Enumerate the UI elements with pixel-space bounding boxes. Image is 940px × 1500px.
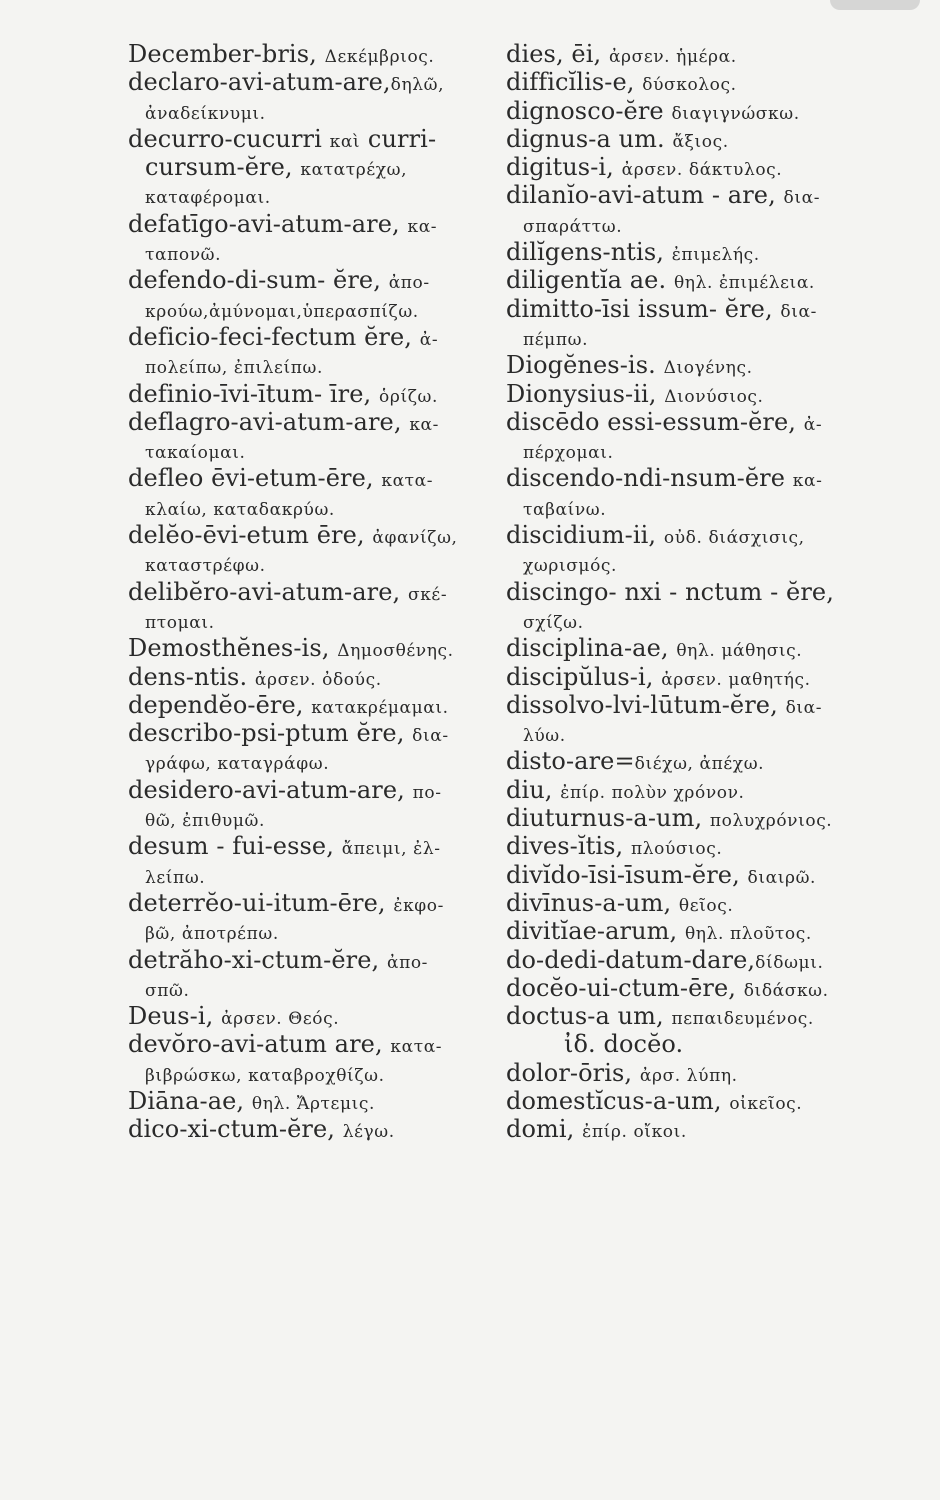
greek-gloss: σκέ- — [408, 584, 448, 605]
latin-headword: decurro-cucurri — [128, 124, 330, 153]
greek-gloss: θηλ. μάθησις. — [676, 641, 803, 662]
latin-headword: defleo ēvi-etum-ēre, — [128, 464, 382, 493]
latin-headword: disto-are= — [506, 747, 635, 776]
latin-headword: Diogĕnes-is. — [506, 351, 664, 380]
latin-headword: describo-psi-ptum ĕre, — [128, 719, 413, 748]
latin-headword: digitus-i, — [506, 153, 622, 182]
latin-headword: dico-xi-ctum-ĕre, — [128, 1115, 343, 1144]
dictionary-line — [128, 436, 508, 464]
latin-headword: declaro-avi-atum-are, — [128, 68, 391, 97]
greek-gloss: πεπαιδευμένος. — [671, 1009, 814, 1030]
latin-headword: dependĕo-ēre, — [128, 690, 312, 719]
dictionary-line — [506, 521, 926, 549]
greek-gloss: ἐκφο- — [393, 895, 444, 916]
dictionary-line — [506, 464, 926, 492]
dictionary-line — [506, 68, 926, 96]
latin-headword: diu, — [506, 775, 561, 804]
latin-headword: dolor-ōris, — [506, 1058, 640, 1087]
greek-gloss: καταφέρομαι. — [145, 188, 271, 209]
greek-gloss: πέμπω. — [523, 329, 589, 350]
dictionary-line — [128, 946, 508, 974]
dictionary-line — [128, 1115, 508, 1143]
greek-gloss: πτομαι. — [145, 612, 215, 633]
dictionary-line — [506, 719, 926, 747]
greek-gloss: πολυχρόνιος. — [709, 811, 833, 832]
dictionary-line — [128, 380, 508, 408]
latin-headword: disciplina-ae, — [506, 634, 677, 663]
dictionary-line — [506, 606, 926, 634]
greek-gloss: ταπονῶ. — [145, 245, 222, 266]
latin-headword: Demosthĕnes-is, — [128, 634, 338, 663]
latin-headword: diligentĭa ae. — [506, 266, 674, 295]
dictionary-line — [506, 549, 926, 577]
page-corner-shadow — [830, 0, 920, 10]
latin-headword: deficio-feci-fectum ĕre, — [128, 322, 420, 351]
dictionary-line — [128, 266, 508, 294]
latin-headword: detrăho-xi-ctum-ĕre, — [128, 945, 387, 974]
dictionary-line — [506, 578, 926, 606]
greek-gloss: βιβρώσκω, καταβροχθίζω. — [145, 1065, 385, 1086]
greek-gloss: οἰκεῖος. — [729, 1093, 803, 1114]
greek-gloss: σπῶ. — [145, 980, 190, 1001]
greek-gloss: πέρχομαι. — [523, 443, 614, 464]
dictionary-line — [506, 946, 926, 974]
greek-gloss: δια- — [412, 726, 449, 747]
dictionary-line — [506, 351, 926, 379]
latin-headword: do-dedi-datum-dare, — [506, 945, 756, 974]
greek-gloss: ἀρσεν. δάκτυλος. — [621, 160, 783, 181]
dictionary-line — [506, 436, 926, 464]
greek-gloss: δηλῶ, — [390, 75, 445, 96]
latin-headword: domestĭcus-a-um, — [506, 1086, 730, 1115]
greek-gloss: ἐπιμελής. — [671, 245, 760, 266]
dictionary-line — [128, 974, 508, 1002]
dictionary-line — [506, 97, 926, 125]
latin-headword: Dionysius-ii, — [506, 379, 665, 408]
dictionary-line — [506, 238, 926, 266]
latin-headword: Diāna-ae, — [128, 1086, 252, 1115]
dictionary-line — [128, 125, 508, 153]
greek-gloss: ἀπο- — [386, 952, 429, 973]
latin-headword: domi, — [506, 1115, 583, 1144]
greek-gloss: κατα- — [381, 471, 434, 492]
greek-gloss: Δεκέμβριος. — [324, 47, 435, 67]
greek-gloss: ἀρσ. λύπη. — [639, 1065, 738, 1086]
greek-gloss: κρούω,ἀμύνομαι,ὑπερασπίζω. — [145, 301, 419, 322]
latin-headword: doctus-a um, — [506, 1002, 672, 1031]
dictionary-line — [128, 97, 508, 125]
dictionary-line — [128, 493, 508, 521]
dictionary-line — [128, 210, 508, 238]
dictionary-line — [506, 295, 926, 323]
right-column — [506, 40, 926, 1144]
greek-gloss: ἐπίρ. πολὺν χρόνον. — [560, 782, 745, 803]
dictionary-line — [506, 493, 926, 521]
dictionary-line — [128, 1087, 508, 1115]
latin-headword: dignosco-ĕre — [506, 96, 672, 125]
dictionary-line — [128, 295, 508, 323]
greek-gloss: λέγω. — [342, 1122, 395, 1143]
greek-gloss: ἀρσεν. μαθητής. — [661, 669, 811, 690]
latin-continuation: curri- — [360, 124, 437, 153]
dictionary-line — [128, 1030, 508, 1058]
latin-headword: desum - fui-esse, — [128, 832, 342, 861]
latin-headword: divĭdo-īsi-īsum-ĕre, — [506, 860, 748, 889]
dictionary-line — [506, 974, 926, 1002]
greek-gloss: κα- — [409, 414, 439, 435]
dictionary-line — [128, 776, 508, 804]
dictionary-line — [128, 549, 508, 577]
dictionary-line — [128, 40, 508, 68]
dictionary-line — [506, 1002, 926, 1030]
greek-gloss: πλούσιος. — [631, 839, 723, 860]
latin-headword: desidero-avi-atum-are, — [128, 775, 413, 804]
greek-gloss: ταβαίνω. — [523, 499, 607, 520]
latin-headword: diuturnus-a-um, — [506, 804, 710, 833]
dictionary-line — [128, 861, 508, 889]
greek-gloss: Διονύσιος. — [664, 386, 764, 407]
dictionary-line — [128, 351, 508, 379]
latin-headword: dens-ntis. — [128, 662, 255, 691]
greek-gloss: σπαράττω. — [523, 216, 623, 237]
greek-gloss: κατα- — [390, 1037, 443, 1058]
dictionary-line — [128, 464, 508, 492]
dictionary-line — [506, 691, 926, 719]
latin-headword: delibĕro-avi-atum-are, — [128, 577, 408, 606]
latin-headword: divitĭae-arum, — [506, 917, 685, 946]
greek-gloss: ἀπο- — [388, 273, 430, 294]
greek-gloss: βῶ, ἀποτρέπω. — [145, 924, 279, 945]
dictionary-line — [506, 804, 926, 832]
dictionary-line — [506, 380, 926, 408]
dictionary-line — [506, 861, 926, 889]
greek-gloss: δια- — [780, 301, 817, 322]
latin-headword: discidium-ii, — [506, 521, 664, 550]
latin-headword: discēdo essi-essum-ĕre, — [506, 407, 804, 436]
greek-gloss: ἀ- — [803, 414, 823, 435]
greek-gloss: θῶ, ἐπιθυμῶ. — [145, 811, 265, 832]
greek-gloss: ὁρίζω. — [379, 386, 439, 407]
left-column — [128, 40, 508, 1144]
greek-gloss: δύσκολος. — [642, 75, 737, 96]
dictionary-line — [128, 68, 508, 96]
latin-headword: dissolvo-lvi-lūtum-ĕre, — [506, 690, 786, 719]
dictionary-line — [506, 889, 926, 917]
greek-gloss: ἄξιος. — [672, 131, 729, 152]
latin-headword: deflagro-avi-atum-are, — [128, 407, 410, 436]
dictionary-line — [506, 323, 926, 351]
greek-gloss: δια- — [785, 697, 823, 718]
dictionary-line — [128, 408, 508, 436]
latin-headword: deterrĕo-ui-itum-ēre, — [128, 888, 394, 917]
greek-gloss: διαγιγνώσκω. — [671, 103, 800, 124]
greek-gloss: πο- — [412, 782, 442, 803]
greek-gloss: διαιρῶ. — [747, 867, 817, 888]
greek-gloss: κα- — [407, 216, 438, 237]
latin-headword: dilanĭo-avi-atum - are, — [506, 181, 784, 210]
greek-gloss: ἀρσεν. Θεός. — [221, 1009, 340, 1030]
dictionary-line — [506, 1030, 926, 1058]
latin-headword: dies, ēi, — [506, 40, 609, 68]
dictionary-line — [506, 40, 926, 68]
latin-headword: cursum-ĕre, — [145, 153, 301, 182]
dictionary-line — [506, 1087, 926, 1115]
dictionary-line — [506, 776, 926, 804]
dictionary-line — [128, 747, 508, 775]
greek-gloss: λείπω. — [145, 867, 206, 888]
latin-headword: difficĭlis-e, — [506, 68, 643, 97]
dictionary-line — [128, 691, 508, 719]
greek-gloss: ἀφανίζω, — [372, 528, 458, 549]
greek-gloss: διδάσκω. — [743, 980, 829, 1001]
greek-gloss: Δημοσθένης. — [337, 641, 454, 662]
greek-gloss: ἀναδείκνυμι. — [145, 103, 266, 124]
dictionary-line — [506, 1059, 926, 1087]
dictionary-line — [128, 634, 508, 662]
greek-gloss: σχίζω. — [523, 612, 584, 633]
greek-gloss: λύω. — [523, 726, 566, 747]
greek-gloss: κατατρέχω, — [300, 160, 408, 181]
dictionary-line — [128, 804, 508, 832]
latin-headword: discingo- nxi - nctum - ĕre, — [506, 577, 834, 606]
greek-gloss: θηλ. Ἄρτεμις. — [251, 1093, 375, 1114]
latin-headword: dilĭgens-ntis, — [506, 238, 672, 267]
greek-gloss: ἀ- — [419, 329, 439, 350]
dictionary-line — [128, 521, 508, 549]
greek-gloss: κατακρέμαμαι. — [311, 697, 449, 718]
latin-headword: docĕo-ui-ctum-ēre, — [506, 973, 744, 1002]
dictionary-line — [506, 747, 926, 775]
greek-gloss: κα- — [792, 471, 823, 492]
dictionary-line — [506, 663, 926, 691]
greek-gloss: τακαίομαι. — [145, 443, 246, 464]
dictionary-line — [506, 266, 926, 294]
dictionary-line — [128, 917, 508, 945]
greek-gloss: δια- — [783, 188, 821, 209]
dictionary-line — [128, 578, 508, 606]
greek-gloss: καταστρέφω. — [145, 556, 266, 577]
dictionary-line — [128, 832, 508, 860]
greek-gloss: κλαίω, καταδακρύω. — [145, 499, 335, 520]
dictionary-line — [506, 125, 926, 153]
greek-gloss: καὶ — [329, 131, 361, 152]
latin-headword: dives-ĭtis, — [506, 832, 631, 861]
dictionary-line — [506, 1115, 926, 1143]
greek-gloss: ἀρσεν. ἡμέρα. — [608, 47, 737, 67]
dictionary-line — [128, 606, 508, 634]
latin-headword: devŏro-avi-atum are, — [128, 1030, 391, 1059]
dictionary-line — [506, 408, 926, 436]
dictionary-line — [506, 634, 926, 662]
dictionary-line — [506, 832, 926, 860]
greek-gloss: οὐδ. διάσχισις, — [663, 528, 805, 549]
greek-gloss: χωρισμός. — [523, 556, 618, 577]
greek-gloss: γράφω, καταγράφω. — [145, 754, 330, 775]
greek-gloss: δίδωμι. — [755, 952, 824, 973]
greek-gloss: ἀρσεν. ὀδούς. — [254, 669, 382, 690]
greek-gloss: διέχω, ἀπέχω. — [634, 754, 765, 775]
dictionary-line — [128, 719, 508, 747]
latin-headword: December-bris, — [128, 40, 325, 68]
dictionary-line — [128, 238, 508, 266]
dictionary-line — [506, 210, 926, 238]
dictionary-line — [128, 153, 508, 181]
latin-headword: definio-īvi-ītum- īre, — [128, 379, 380, 408]
greek-gloss: Διογένης. — [663, 358, 753, 379]
greek-gloss: θεῖος. — [678, 895, 734, 916]
dictionary-line — [128, 181, 508, 209]
latin-headword: defendo-di-sum- ĕre, — [128, 266, 389, 295]
greek-gloss: ἄπειμι, ἐλ- — [341, 839, 441, 860]
dictionary-line — [128, 323, 508, 351]
dictionary-line — [506, 181, 926, 209]
latin-headword: Deus-i, — [128, 1002, 222, 1031]
dictionary-line — [128, 663, 508, 691]
latin-headword: divīnus-a-um, — [506, 888, 679, 917]
greek-gloss: θηλ. πλοῦτος. — [684, 924, 812, 945]
latin-headword: defatīgo-avi-atum-are, — [128, 209, 408, 238]
dictionary-line — [128, 1002, 508, 1030]
latin-headword: ἰδ. docĕo. — [564, 1030, 684, 1059]
dictionary-line — [506, 917, 926, 945]
dictionary-line — [128, 1059, 508, 1087]
latin-headword: discendo-ndi-nsum-ĕre — [506, 464, 793, 493]
latin-headword: discipŭlus-i, — [506, 662, 662, 691]
latin-headword: dignus-a um. — [506, 124, 673, 153]
dictionary-line — [128, 889, 508, 917]
dictionary-line — [506, 153, 926, 181]
greek-gloss: ἐπίρ. οἴκοι. — [582, 1122, 687, 1143]
latin-headword: delĕo-ēvi-etum ēre, — [128, 521, 373, 550]
greek-gloss: πολείπω, ἐπιλείπω. — [145, 358, 323, 379]
latin-headword: dimitto-īsi issum- ĕre, — [506, 294, 781, 323]
greek-gloss: θηλ. ἐπιμέλεια. — [673, 273, 815, 294]
